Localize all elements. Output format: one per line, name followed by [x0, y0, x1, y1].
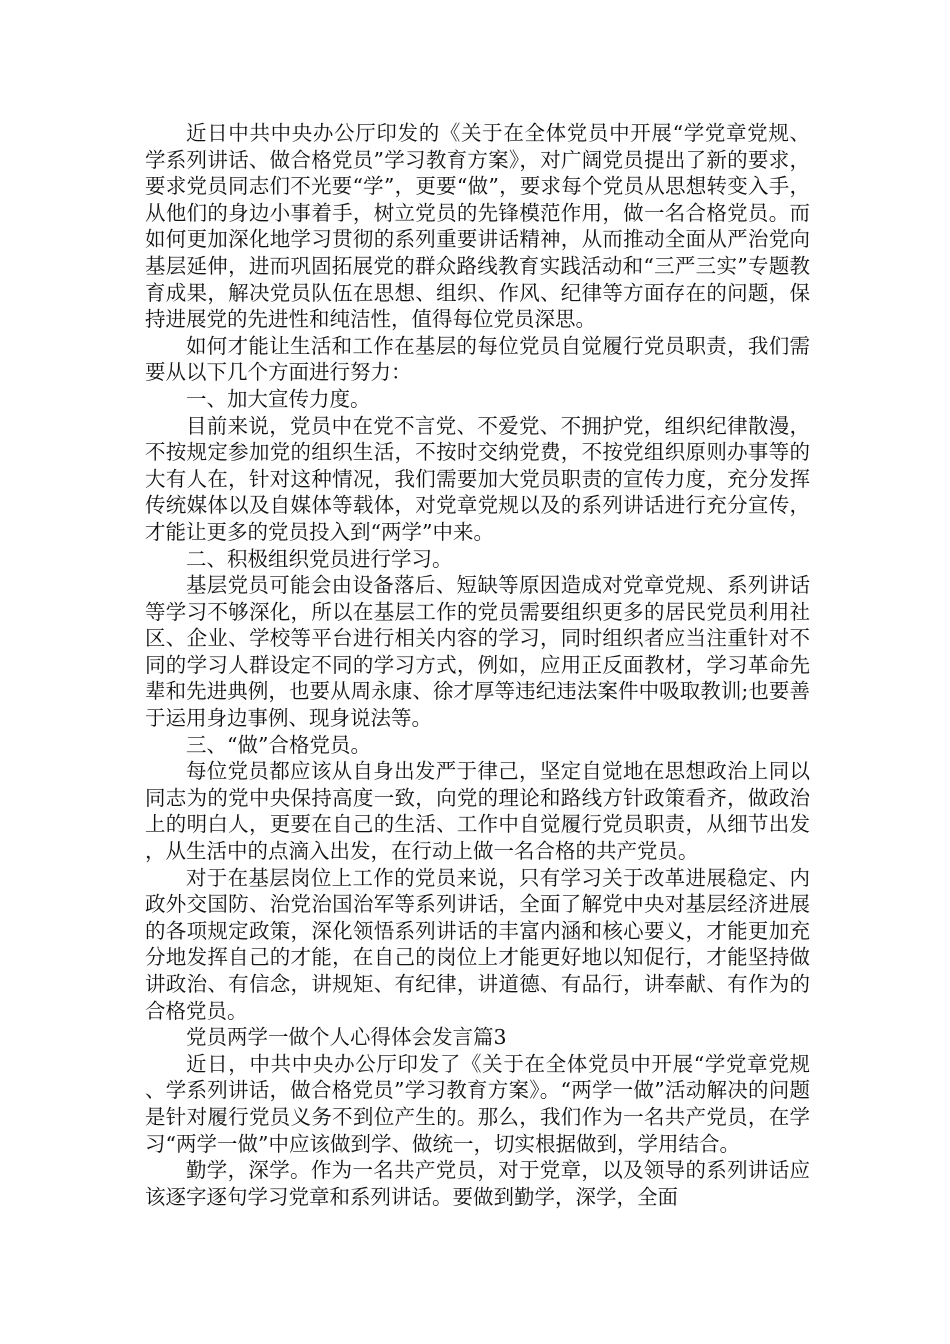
section-heading-3: 三、“做”合格党员。 — [186, 732, 371, 757]
paragraph-question: 如何才能让生活和工作在基层的每位党员自觉履行党员职责，我们需要从以下几个方面进行努力： — [145, 333, 810, 385]
paragraph-article-intro: 近日，中共中央办公厅印发了《关于在全体党员中开展“学党章党规、学系列讲话，做合格党员”学习教育方案》。“两学一做”活动解决的问题是针对履行党员义务不到位产生的。那么，我们作为一名共产党员，在学习“两学一做”中应该做到学、做统一，切实根据做到，学用结合。 — [145, 1051, 810, 1156]
document-page — [145, 120, 810, 1210]
section-heading-2: 二、积极组织党员进行学习。 — [186, 546, 453, 571]
paragraph-diligent-study: 勤学，深学。作为一名共产党员，对于党章，以及领导的系列讲话应该逐字逐句学习党章和系列讲话。要做到勤学，深学，全面 — [145, 1158, 810, 1209]
paragraph-section-3a: 每位党员都应该从自身出发严于律己，坚定自觉地在思想政治上同以同志为的党中央保持高度一致，向党的理论和路线方针政策看齐，做政治上的明白人，更要在自己的生活、工作中自觉履行党员职责，从细节出发，从生活中的点滴入出发，在行动上做一名合格的共产党员。 — [145, 759, 810, 864]
paragraph-section-3b: 对于在基层岗位上工作的党员来说，只有学习关于改革进展稳定、内政外交国防、治党治国治军等系列讲话，全面了解党中央对基层经济进展的各项规定政策，深化领悟系列讲话的丰富内涵和核心要义，才能更加充分地发挥自己的才能，在自己的岗位上才能更好地以知促行，才能坚持做讲政治、有信念，讲规矩、有纪律，讲道德、有品行，讲奉献、有作为的合格党员。 — [145, 865, 810, 1023]
paragraph-section-1: 目前来说，党员中在党不言党、不爱党、不拥护党，组织纪律散漫，不按规定参加党的组织生活，不按时交纳党费，不按党组织原则办事等的大有人在，针对这种情况，我们需要加大党员职责的宣传力度，充分发挥传统媒体以及自媒体等载体，对党章党规以及的系列讲话进行充分宣传，才能让更多的党员投入到“两学”中来。 — [145, 413, 810, 544]
article-title: 党员两学一做个人心得体会发言篇3 — [186, 1025, 507, 1050]
section-heading-1: 一、加大宣传力度。 — [186, 386, 371, 411]
paragraph-section-2: 基层党员可能会由设备落后、短缺等原因造成对党章党规、系列讲话等学习不够深化，所以在基层工作的党员需要组织更多的居民党员利用社区、企业、学校等平台进行相关内容的学习，同时组织者应当注重针对不同的学习人群设定不同的学习方式，例如，应用正反面教材，学习革命先辈和先进典例，也要从周永康、徐才厚等违纪违法案件中吸取教训;也要善于运用身边事例、现身说法等。 — [145, 573, 810, 731]
paragraph-intro: 近日中共中央办公厅印发的《关于在全体党员中开展“学党章党规、学系列讲话、做合格党员”学习教育方案》，对广阔党员提出了新的要求，要求党员同志们不光要“学”，更要“做”，要求每个党员从思想转变入手，从他们的身边小事着手，树立党员的先锋模范作用，做一名合格党员。而如何更加深化地学习贯彻的系列重要讲话精神，从而推动全面从严治党向基层延伸，进而巩固拓展党的群众路线教育实践活动和“三严三实”专题教育成果，解决党员队伍在思想、组织、作风、纪律等方面存在的问题，保持进展党的先进性和纯洁性，值得每位党员深思。 — [145, 121, 810, 332]
